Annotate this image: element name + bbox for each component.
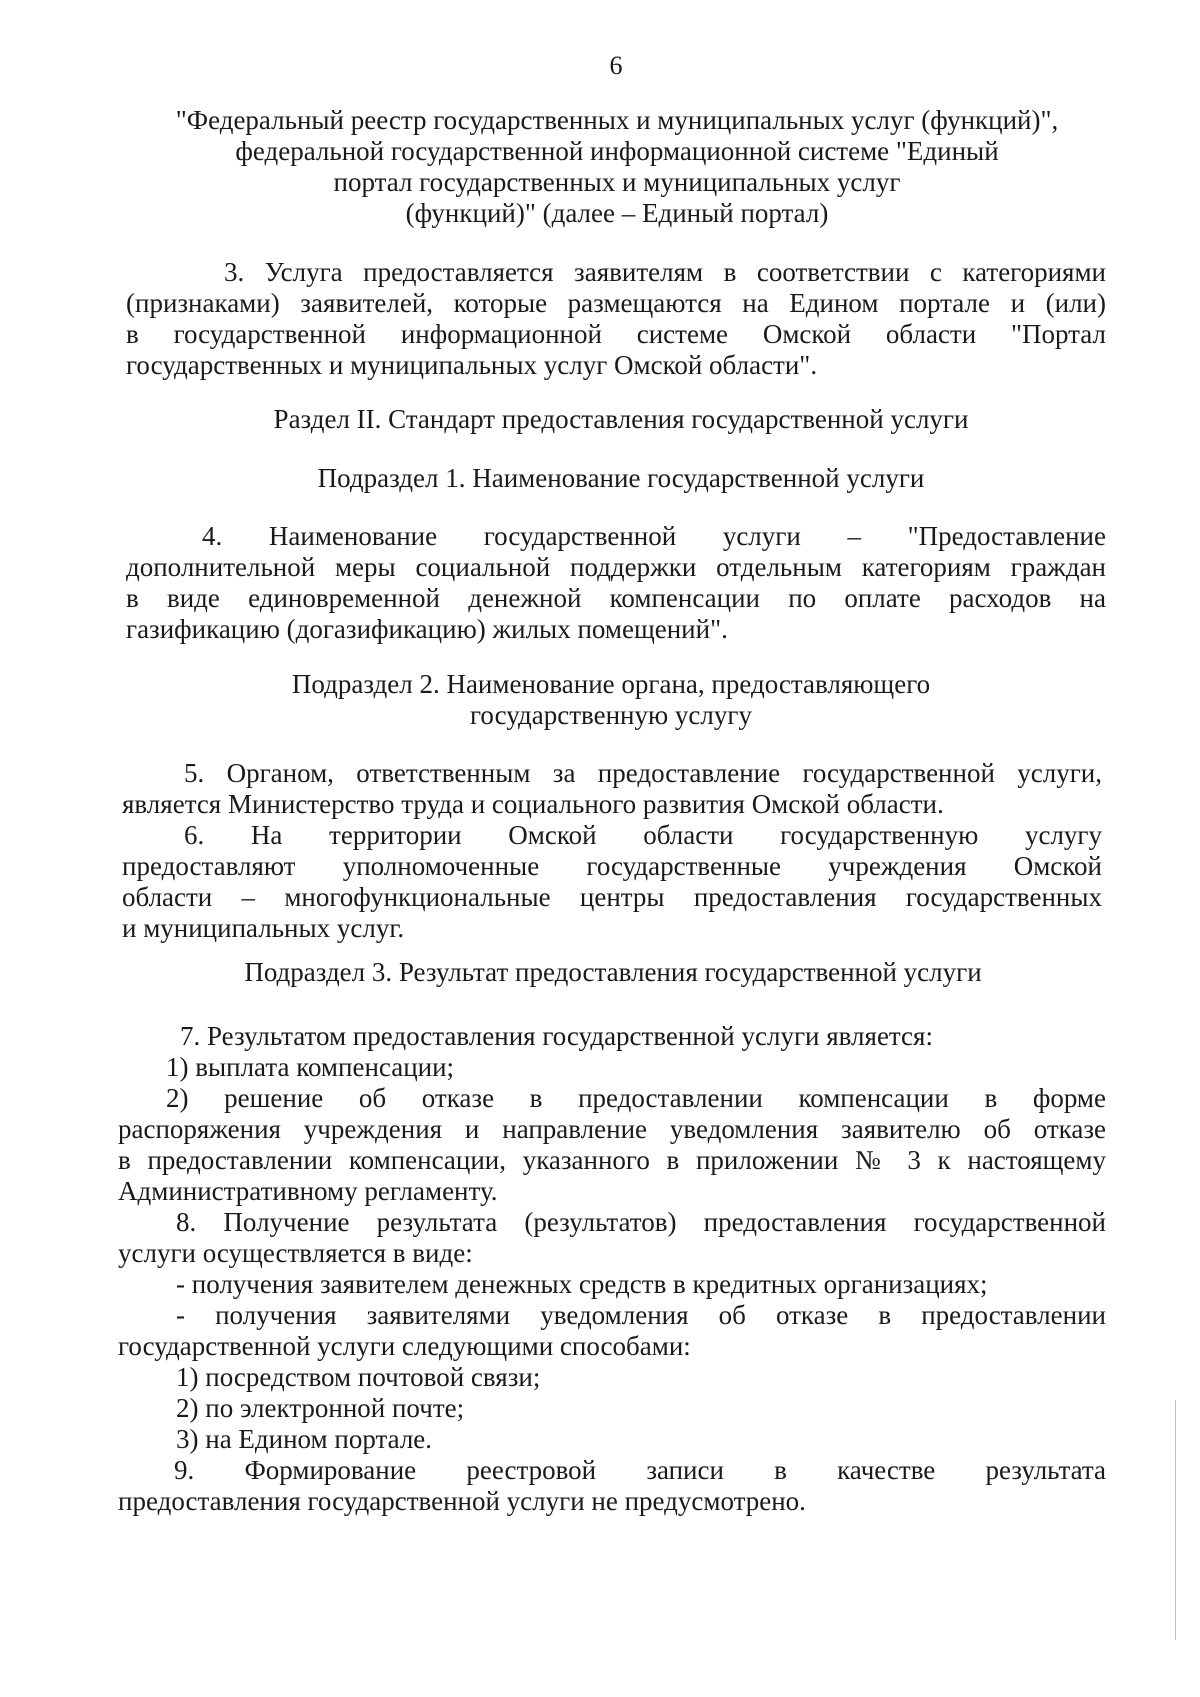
paragraph-line: предоставляют уполномоченные государственные учреждения Омской xyxy=(122,851,1102,881)
subsection-1-title: Подраздел 1. Наименование государственной услуги xyxy=(317,463,925,493)
list-item: государственной услуги следующими способами: xyxy=(118,1331,691,1361)
page-number: 6 xyxy=(609,51,623,80)
subsection-2-title xyxy=(130,669,1092,731)
scan-edge-line xyxy=(1175,1400,1176,1640)
paragraph-line: области – многофункциональные центры предоставления государственных xyxy=(122,882,1102,912)
paragraph-line: газификацию (догазификацию) жилых помещений". xyxy=(126,614,728,644)
paragraph-line: и муниципальных услуг. xyxy=(122,913,405,943)
header-line: портал государственных и муниципальных услуг xyxy=(333,167,901,197)
paragraph-line: услуги осуществляется в виде: xyxy=(118,1238,473,1268)
paragraph-line: в государственной информационной системе Омской области "Портал xyxy=(126,319,1106,349)
paragraphs-5-6 xyxy=(122,758,1102,944)
paragraph-line: 3. Услуга предоставляется заявителям в соответствии с категориями xyxy=(224,257,1106,287)
subsection-3-title: Подраздел 3. Результат предоставления государственной услуги xyxy=(244,957,982,987)
paragraph-line: 2) решение об отказе в предоставлении компенсации в форме xyxy=(166,1083,1106,1113)
subsection-title-line: Подраздел 2. Наименование органа, предоставляющего xyxy=(291,669,931,699)
paragraph-line: Административному регламенту. xyxy=(118,1176,498,1206)
paragraph-line: 8. Получение результата (результатов) предоставления государственной xyxy=(176,1207,1106,1237)
list-item: - получения заявителем денежных средств в кредитных организациях; xyxy=(176,1269,988,1299)
paragraph-line: в виде единовременной денежной компенсации по оплате расходов на xyxy=(126,583,1106,613)
paragraph-line: 1) выплата компенсации; xyxy=(166,1052,455,1082)
paragraph-line: 7. Результатом предоставления государственной услуги является: xyxy=(180,1021,933,1051)
paragraph-line: является Министерство труда и социального развития Омской области. xyxy=(122,789,944,819)
header-line: федеральной государственной информационной системе "Единый xyxy=(235,136,999,166)
paragraph-4 xyxy=(126,521,1106,645)
paragraph-line: 9. Формирование реестровой записи в качестве результата xyxy=(174,1455,1106,1485)
list-item: - получения заявителями уведомления об отказе в предоставлении xyxy=(176,1300,1106,1330)
list-item: 3) на Едином портале. xyxy=(176,1424,433,1454)
paragraph-line: государственных и муниципальных услуг Омской области". xyxy=(126,350,818,380)
header-continuation xyxy=(136,105,1098,229)
paragraph-line: (признаками) заявителей, которые размещаются на Едином портале и (или) xyxy=(126,288,1106,318)
paragraph-line: в предоставлении компенсации, указанного в приложении № 3 к настоящему xyxy=(118,1145,1106,1175)
paragraph-line: распоряжения учреждения и направление уведомления заявителю об отказе xyxy=(118,1114,1106,1144)
paragraph-3 xyxy=(126,257,1106,381)
paragraph-line: дополнительной меры социальной поддержки отдельным категориям граждан xyxy=(126,552,1106,582)
section-title: Раздел II. Стандарт предоставления государственной услуги xyxy=(273,404,969,434)
paragraphs-7-9 xyxy=(118,1021,1106,1517)
header-line: "Федеральный реестр государственных и муниципальных услуг (функций)", xyxy=(175,105,1059,135)
paragraph-line: 5. Органом, ответственным за предоставление государственной услуги, xyxy=(184,758,1102,788)
list-item: 2) по электронной почте; xyxy=(176,1393,465,1423)
paragraph-line: предоставления государственной услуги не предусмотрено. xyxy=(118,1486,806,1516)
subsection-title-line: государственную услугу xyxy=(470,700,752,730)
header-line: (функций)" (далее – Единый портал) xyxy=(405,198,829,228)
list-item: 1) посредством почтовой связи; xyxy=(176,1362,541,1392)
paragraph-line: 4. Наименование государственной услуги – "Предоставление xyxy=(202,521,1106,551)
paragraph-line: 6. На территории Омской области государственную услугу xyxy=(184,820,1102,850)
